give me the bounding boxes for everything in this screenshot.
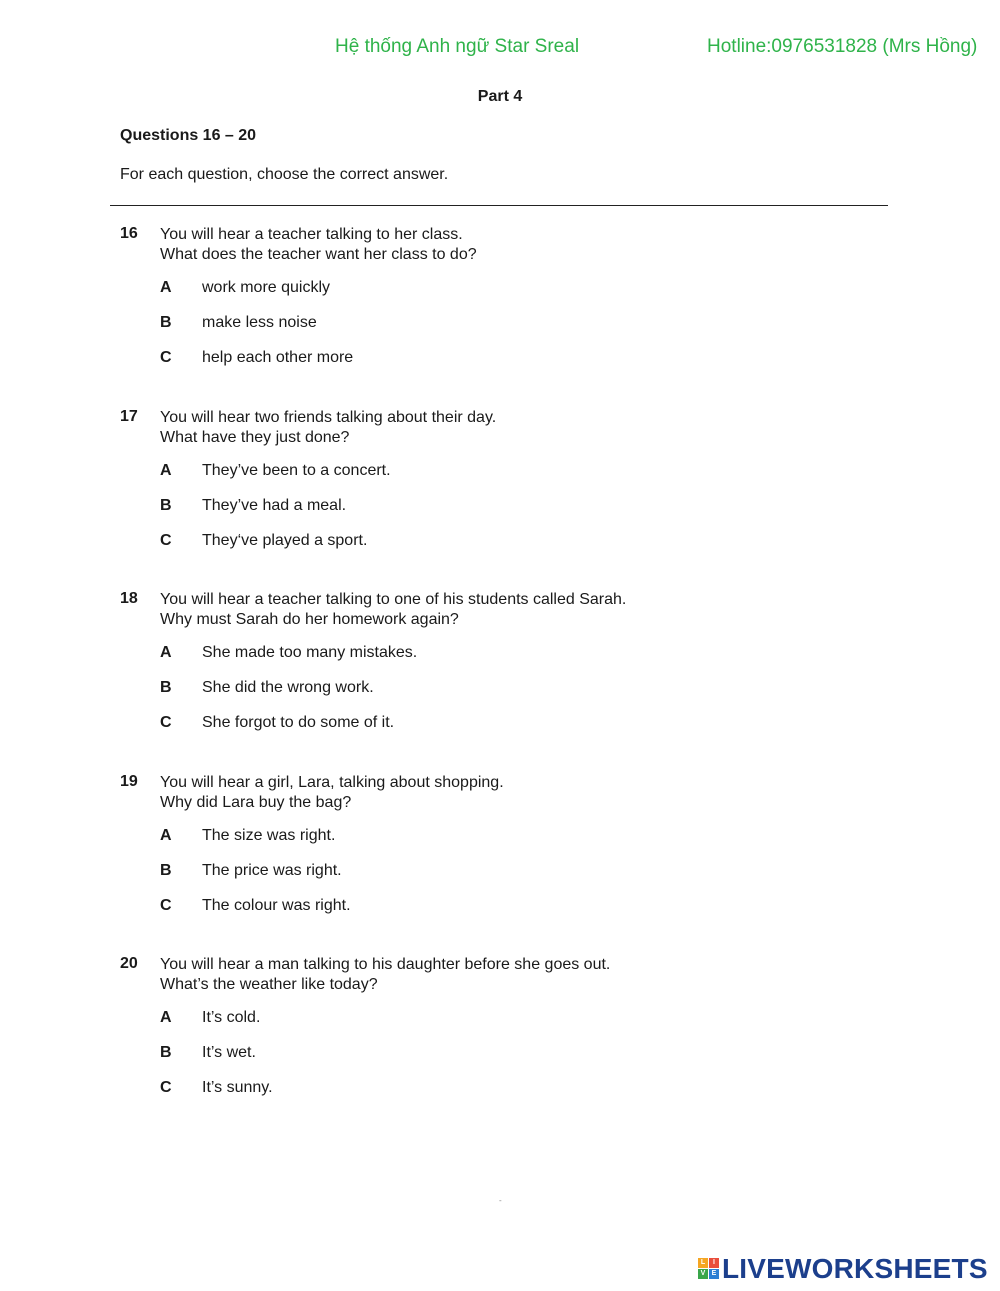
question-line-2: Why must Sarah do her homework again? — [160, 610, 459, 628]
part-title: Part 4 — [477, 88, 523, 105]
question-prompt — [160, 408, 496, 447]
question-prompt — [160, 225, 477, 264]
option-text: She made too many mistakes. — [202, 644, 418, 661]
logo-blocks-icon — [698, 1258, 720, 1280]
option-letter: B — [160, 862, 172, 879]
option-letter: B — [160, 497, 172, 514]
option-text: She did the wrong work. — [202, 679, 374, 696]
question-line-2: What have they just done? — [160, 428, 350, 446]
option-letter: A — [160, 644, 172, 661]
option-text: They’ve been to a concert. — [202, 462, 391, 479]
option-letter: A — [160, 827, 172, 844]
logo-block: E — [709, 1269, 719, 1279]
header-hotline: Hotline:0976531828 (Mrs Hồng) — [707, 36, 978, 57]
question-number: 19 — [120, 773, 138, 790]
question-line-1: You will hear two friends talking about their day. — [160, 409, 497, 426]
option-letter: B — [160, 1044, 172, 1061]
option-letter: A — [160, 1009, 172, 1026]
questions-range: Questions 16 – 20 — [120, 127, 257, 144]
logo-block: L — [698, 1258, 708, 1268]
logo-block: I — [709, 1258, 719, 1268]
option-text: The price was right. — [202, 862, 342, 879]
question-number: 17 — [120, 408, 138, 425]
question-line-2: What does the teacher want her class to do? — [160, 245, 477, 263]
option-letter: C — [160, 349, 172, 366]
question-line-1: You will hear a teacher talking to her class. — [160, 226, 463, 243]
instructions: For each question, choose the correct answer. — [120, 166, 449, 183]
page-mark: - — [499, 1196, 502, 1205]
option-text: It’s cold. — [202, 1009, 261, 1026]
option-text: make less noise — [202, 314, 317, 331]
question-line-1: You will hear a teacher talking to one of his students called Sarah. — [160, 591, 627, 608]
question-prompt — [160, 773, 504, 812]
divider — [110, 205, 888, 206]
header-brand: Hệ thống Anh ngữ Star Sreal — [335, 36, 580, 57]
question-prompt — [160, 590, 626, 629]
option-text: work more quickly — [202, 279, 331, 296]
logo-block: V — [698, 1269, 708, 1279]
option-letter: A — [160, 279, 172, 296]
option-letter: C — [160, 714, 172, 731]
question-line-1: You will hear a man talking to his daughter before she goes out. — [160, 956, 611, 973]
option-letter: C — [160, 532, 172, 549]
question-line-1: You will hear a girl, Lara, talking about shopping. — [160, 774, 504, 791]
option-text: The size was right. — [202, 827, 336, 844]
question-line-2: What’s the weather like today? — [160, 975, 378, 993]
option-letter: B — [160, 314, 172, 331]
option-text: It’s wet. — [202, 1044, 256, 1061]
question-line-2: Why did Lara buy the bag? — [160, 793, 352, 811]
page-header — [0, 36, 1000, 64]
logo-text: LIVEWORKSHEETS — [722, 1253, 988, 1284]
option-letter: C — [160, 897, 172, 914]
option-letter: A — [160, 462, 172, 479]
option-text: The colour was right. — [202, 897, 351, 914]
option-text: They‘ve played a sport. — [202, 532, 368, 549]
option-text: help each other more — [202, 349, 354, 366]
question-number: 18 — [120, 590, 138, 607]
option-text: She forgot to do some of it. — [202, 714, 395, 731]
question-number: 20 — [120, 955, 138, 972]
option-letter: C — [160, 1079, 172, 1096]
option-text: It’s sunny. — [202, 1079, 273, 1096]
option-text: They’ve had a meal. — [202, 497, 347, 514]
question-prompt — [160, 955, 610, 994]
question-number: 16 — [120, 225, 138, 242]
option-letter: B — [160, 679, 172, 696]
